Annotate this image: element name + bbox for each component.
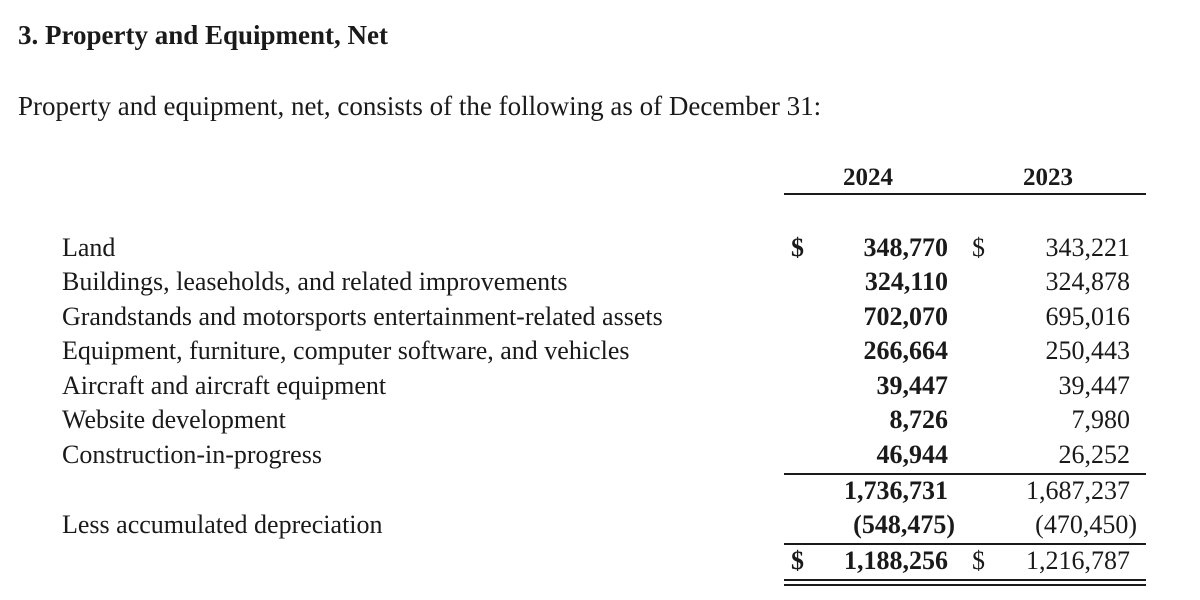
- row-label-equipment: Equipment, furniture, computer software, and vehicles: [62, 336, 630, 365]
- note-heading: 3. Property and Equipment, Net: [18, 20, 389, 50]
- value-2023-aircraft: 39,447: [1058, 371, 1130, 400]
- row-label-land: Land: [62, 233, 116, 262]
- value-2023-website: 7,980: [1071, 405, 1130, 434]
- currency-symbol-2024-first: $: [791, 233, 804, 262]
- value-2023-land: 343,221: [1045, 233, 1130, 262]
- total-double-rule-top: [784, 579, 1146, 581]
- depreciation-2023: (470,450): [1035, 510, 1137, 539]
- row-label-website: Website development: [62, 405, 286, 434]
- depreciation-2024: (548,475): [853, 510, 955, 539]
- total-double-rule-bottom: [784, 584, 1146, 586]
- subtotal-2024: 1,736,731: [844, 476, 948, 505]
- header-rule: [784, 193, 1146, 195]
- value-2024-land: 348,770: [863, 233, 948, 262]
- value-2024-buildings: 324,110: [864, 267, 948, 296]
- value-2024-aircraft: 39,447: [876, 371, 948, 400]
- value-2023-equipment: 250,443: [1045, 336, 1130, 365]
- total-2024: 1,188,256: [844, 546, 948, 575]
- row-label-construction: Construction-in-progress: [62, 440, 322, 469]
- value-2023-construction: 26,252: [1058, 440, 1130, 469]
- value-2023-grandstands: 695,016: [1045, 302, 1130, 331]
- currency-symbol-2024-total: $: [791, 546, 804, 575]
- value-2024-equipment: 266,664: [863, 336, 948, 365]
- value-2023-buildings: 324,878: [1045, 267, 1130, 296]
- currency-symbol-2023-total: $: [972, 546, 985, 575]
- note-intro: Property and equipment, net, consists of the following as of December 31:: [18, 91, 822, 121]
- value-2024-grandstands: 702,070: [863, 302, 948, 331]
- row-label-grandstands: Grandstands and motorsports entertainment-related assets: [62, 302, 663, 331]
- column-header-2024: 2024: [843, 164, 893, 191]
- total-2023: 1,216,787: [1026, 546, 1130, 575]
- value-2024-construction: 46,944: [876, 440, 948, 469]
- row-label-buildings: Buildings, leaseholds, and related improvements: [62, 267, 568, 296]
- currency-symbol-2023-first: $: [972, 233, 985, 262]
- row-label-aircraft: Aircraft and aircraft equipment: [62, 371, 387, 400]
- row-label-depreciation: Less accumulated depreciation: [62, 510, 383, 539]
- value-2024-website: 8,726: [889, 405, 948, 434]
- subtotal-2023: 1,687,237: [1026, 476, 1130, 505]
- column-header-2023: 2023: [1023, 164, 1073, 191]
